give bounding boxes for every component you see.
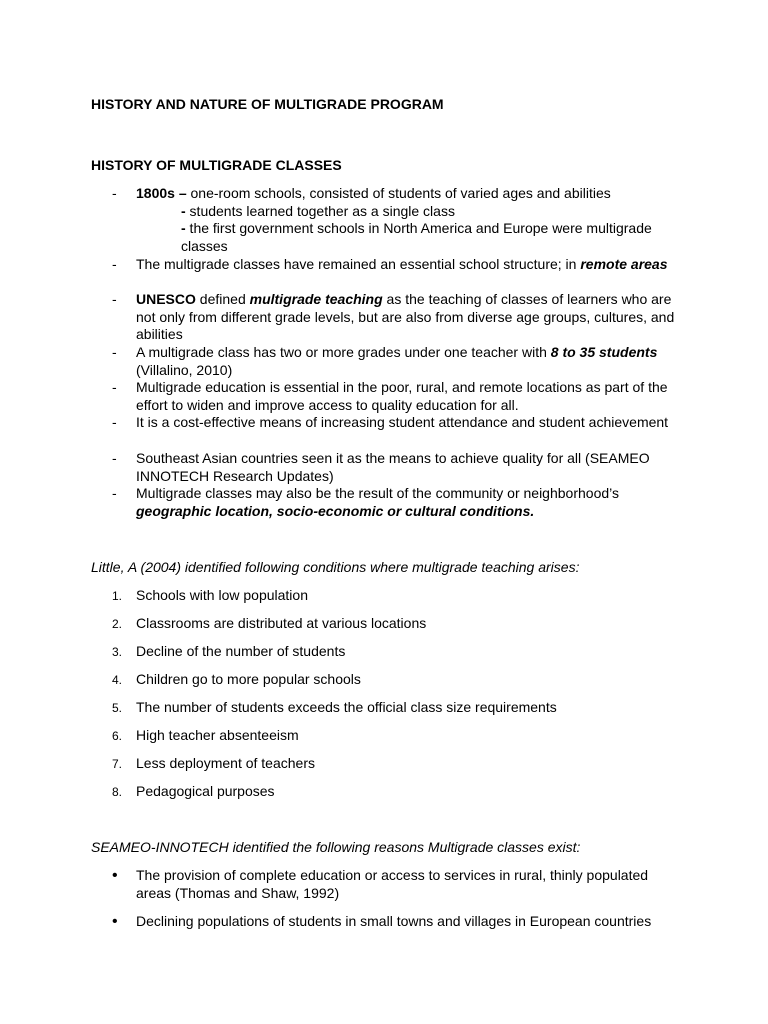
history-item-3-pre: defined [195,291,250,307]
sub-dash: - [181,203,186,219]
history-subitem-1-text: students learned together as a single class [185,203,455,219]
history-subitem-2-text: the first government schools in North America and Europe were multigrade classes [181,220,652,254]
list-dash: - [112,185,117,201]
reasons-intro: SEAMEO-INNOTECH identified the following reasons Multigrade classes exist: [91,839,581,855]
list-number: 1. [112,589,123,603]
sub-dash: - [181,220,186,236]
history-item-3 [136,291,676,344]
history-item-4 [136,344,676,379]
history-item-3-emphasis: multigrade teaching [249,291,383,307]
list-number: 4. [112,673,123,687]
reason-item: The provision of complete education or access to services in rural, thinly populated areas (Thomas and Shaw, 1992) [136,867,649,901]
list-dash: - [112,344,117,360]
list-number: 7. [112,757,123,771]
condition-item: Children go to more popular schools [136,671,361,687]
list-dash: - [112,256,117,272]
condition-item: Classrooms are distributed at various locations [136,615,427,631]
history-item-2-text: The multigrade classes have remained an essential school structure; in [136,256,581,272]
history-subitem-1 [181,203,671,221]
list-number: 2. [112,617,123,631]
history-item-5: Multigrade education is essential in the poor, rural, and remote locations as part of the effort to widen and improve access to quality education for all. [136,379,668,413]
history-item-6: It is a cost-effective means of increasing student attendance and student achievement [136,414,669,430]
condition-item: Decline of the number of students [136,643,346,659]
history-item-2 [136,256,676,274]
history-item-8-pre: Multigrade classes may also be the result of the community or neighborhood’s [136,485,619,501]
list-number: 5. [112,701,123,715]
history-item-4-emphasis: 8 to 35 students [550,344,658,360]
list-number: 8. [112,785,123,799]
condition-item: The number of students exceeds the official class size requirements [136,699,557,715]
conditions-intro: Little, A (2004) identified following conditions where multigrade teaching arises: [91,559,580,575]
document-title: HISTORY AND NATURE OF MULTIGRADE PROGRAM [91,96,444,112]
section-heading-history: HISTORY OF MULTIGRADE CLASSES [91,157,342,173]
history-item-1-lead: 1800s – [136,185,187,201]
history-item-3-lead: UNESCO [136,291,196,307]
history-subitem-2 [181,220,671,255]
history-item-4-pre: A multigrade class has two or more grades under one teacher with [136,344,551,360]
list-dash: - [112,450,117,466]
history-item-1-text: one-room schools, consisted of students of varied ages and abilities [186,185,611,201]
condition-item: Schools with low population [136,587,308,603]
condition-item: Less deployment of teachers [136,755,315,771]
list-number: 3. [112,645,123,659]
history-item-2-emphasis: remote areas [580,256,668,272]
list-number: 6. [112,729,123,743]
history-item-8-emphasis: geographic location, socio-economic or cultural conditions. [136,502,535,519]
condition-item: High teacher absenteeism [136,727,299,743]
history-item-3-post: as the teaching of classes of learners who are not only from different grade levels, but are also from diverse age groups, cultures, and abilities [136,291,675,342]
bullet-marker: • [112,867,118,884]
reason-item: Declining populations of students in small towns and villages in European countries [136,913,652,929]
list-dash: - [112,414,117,430]
condition-item: Pedagogical purposes [136,783,275,799]
list-dash: - [112,485,117,501]
bullet-marker: • [112,913,118,930]
history-item-8 [136,485,676,520]
list-dash: - [112,291,117,307]
history-item-4-post: (Villalino, 2010) [136,361,233,378]
history-item-7: Southeast Asian countries seen it as the means to achieve quality for all (SEAMEO INNOTECH Research Updates) [136,450,650,484]
history-item-1 [136,185,676,203]
list-dash: - [112,379,117,395]
